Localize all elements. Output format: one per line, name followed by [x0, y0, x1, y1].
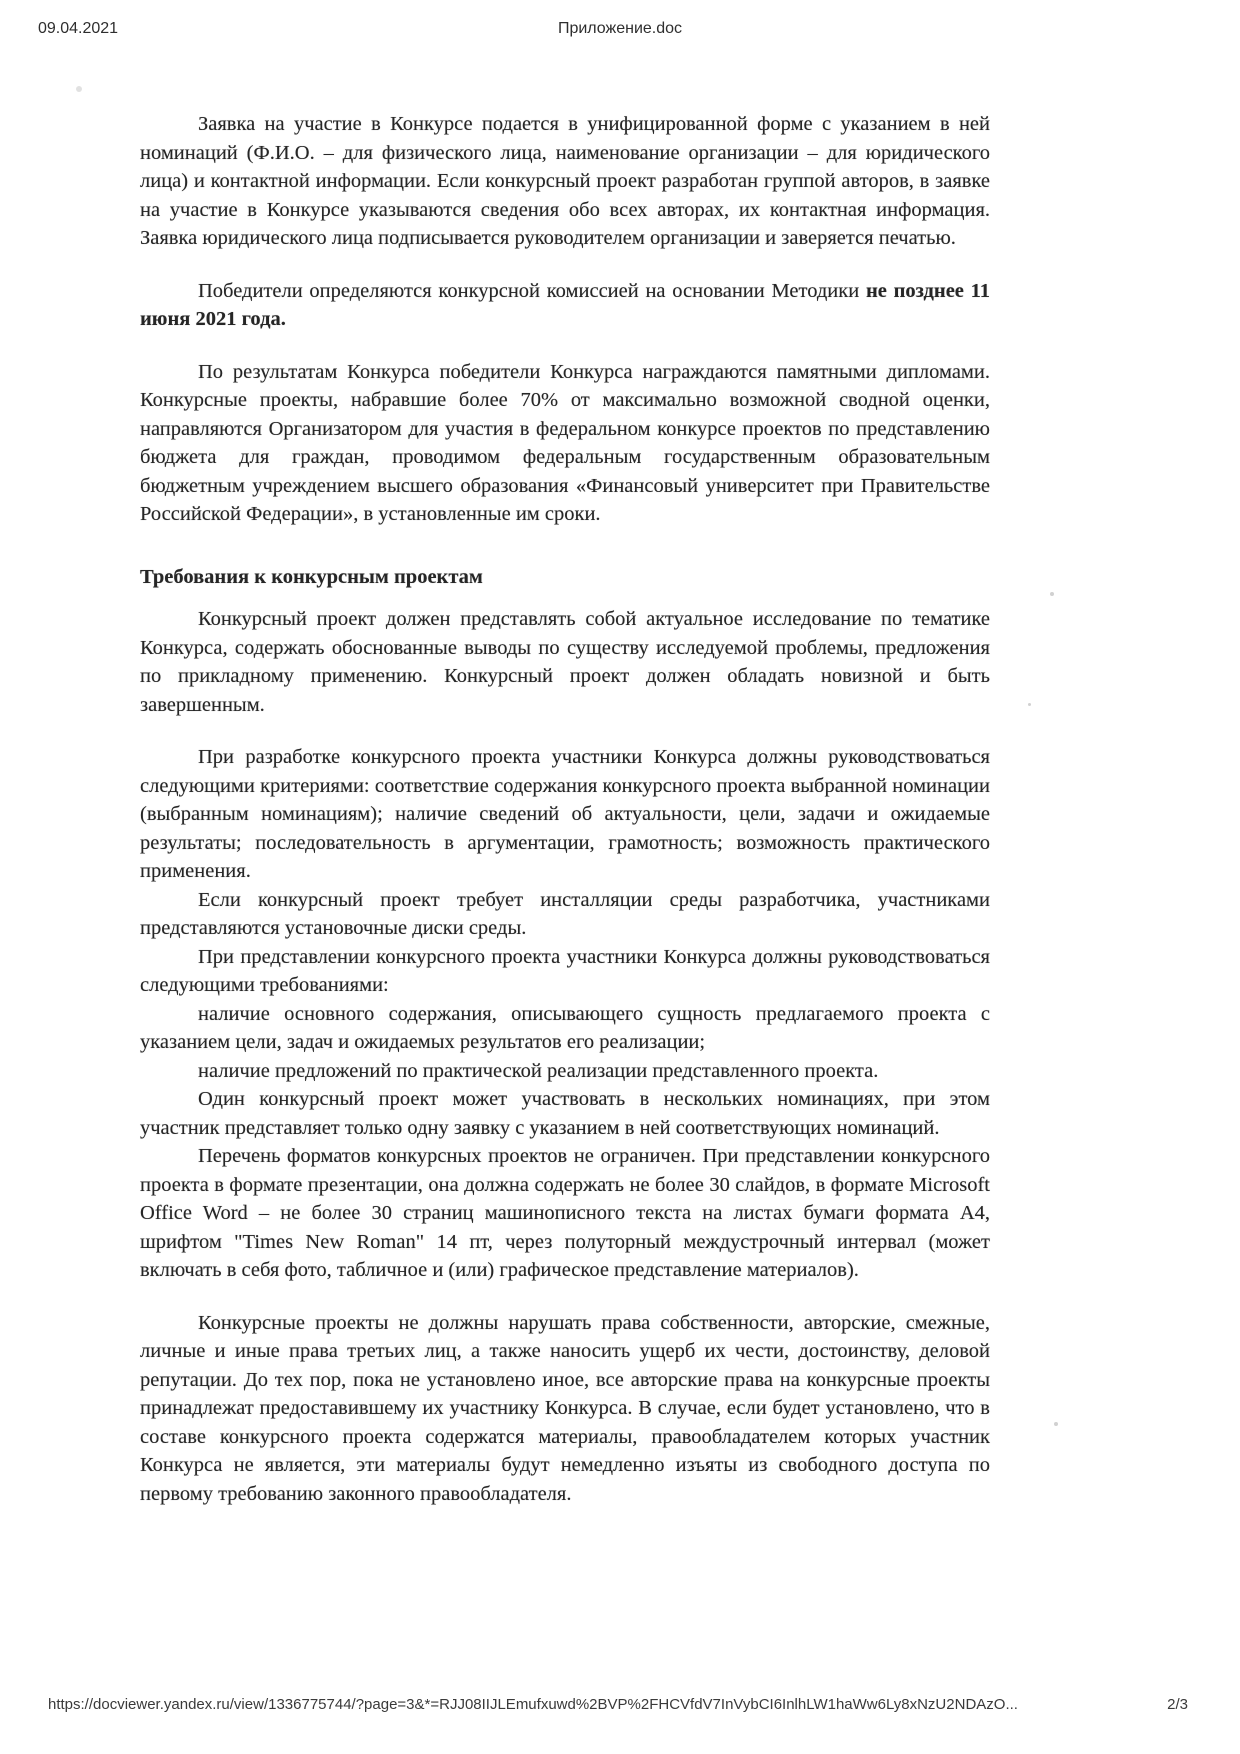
page-indicator: 2/3	[1167, 1696, 1188, 1713]
paragraph	[140, 110, 990, 253]
text-run: Перечень форматов конкурсных проектов не ограничен. При представлении конкурсного проекта в формате презентации, она должна содержать не более 30 слайдов, в формате Microsoft Office Word – не более 30 страниц машинописного текста на листах бумаги формата А4, шрифтом "Times New Roman" 14 пт, через полуторный междустрочный интервал (может включать в себя фото, табличное и (или) графическое представление материалов).	[140, 1145, 990, 1281]
paragraph	[140, 605, 990, 719]
text-run: Требования к конкурсным проектам	[140, 565, 483, 588]
paragraph	[140, 1085, 990, 1142]
paragraph	[140, 1000, 990, 1057]
source-url: https://docviewer.yandex.ru/view/1336775744/?page=3&*=RJJ08IIJLEmufxuwd%2BVP%2FHCVfdV7InVybCI6InlhLW1haWw6Ly8xNzU2NDAzO...	[48, 1696, 1018, 1713]
bold-text-run: не позднее 11 июня 2021 года.	[140, 279, 990, 330]
text-run: По результатам Конкурса победители Конкурса награждаются памятными дипломами. Конкурсные проекты, набравшие более 70% от максимально возможной сводной оценки, направляются Организатором для участия в федеральном конкурсе проектов по представлению бюджета для граждан, проводимом федеральным государственным образовательным бюджетным учреждением высшего образования «Финансовый университет при Правительстве Российской Федерации», в установленные им сроки.	[140, 360, 990, 525]
paragraph	[140, 277, 990, 334]
text-run: наличие основного содержания, описывающего сущность предлагаемого проекта с указанием цели, задач и ожидаемых результатов его реализации;	[140, 1002, 990, 1053]
text-run: Заявка на участие в Конкурсе подается в унифицированной форме с указанием в ней номинаций (Ф.И.О. – для физического лица, наименование организации – для юридического лица) и контактной информации. Если конкурсный проект разработан группой авторов, в заявке на участие в Конкурсе указываются сведения обо всех авторах, их контактная информация. Заявка юридического лица подписывается руководителем организации и заверяется печатью.	[140, 113, 990, 249]
text-run: При разработке конкурсного проекта участники Конкурса должны руководствоваться следующими критериями: соответствие содержания конкурсного проекта выбранной номинации (выбранным номинациям); наличие сведений об актуальности, цели, задачи и ожидаемые результаты; последовательность в аргументации, грамотность; возможность практического применения.	[140, 746, 990, 882]
paragraph	[140, 886, 990, 943]
print-footer	[48, 1696, 1188, 1713]
paragraph	[140, 358, 990, 529]
scan-speck	[76, 86, 82, 92]
scan-speck	[1050, 592, 1054, 596]
print-date: 09.04.2021	[38, 20, 119, 37]
text-run: Конкурсные проекты не должны нарушать права собственности, авторские, смежные, личные и иные права третьих лиц, а также наносить ущерб их чести, достоинству, деловой репутации. До тех пор, пока не установлено иное, все авторские права на конкурсные проекты принадлежат предоставившему их участнику Конкурса. В случае, если будет установлено, что в составе конкурсного проекта содержатся материалы, правообладателем которых участник Конкурса не является, эти материалы будут немедленно изъяты из свободного доступа по первому требованию законного правообладателя.	[140, 1311, 990, 1505]
text-run: Победители определяются конкурсной комиссией на основании Методики	[198, 279, 866, 302]
text-run: наличие предложений по практической реализации представленного проекта.	[198, 1059, 879, 1082]
text-run: Конкурсный проект должен представлять собой актуальное исследование по тематике Конкурса, содержать обоснованные выводы по существу исследуемой проблемы, предложения по прикладному применению. Конкурсный проект должен обладать новизной и быть завершенным.	[140, 608, 990, 716]
text-run: Если конкурсный проект требует инсталляции среды разработчика, участниками представляются установочные диски среды.	[140, 888, 990, 939]
print-header	[0, 20, 1240, 44]
paragraph	[140, 1057, 990, 1086]
document-filename: Приложение.doc	[557, 20, 683, 37]
scan-speck	[1054, 1422, 1058, 1426]
paragraph	[140, 1309, 990, 1509]
paragraph	[140, 743, 990, 886]
paragraph	[140, 943, 990, 1000]
text-run: Один конкурсный проект может участвовать в нескольких номинациях, при этом участник представляет только одну заявку с указанием в ней соответствующих номинаций.	[140, 1088, 990, 1139]
section-heading	[140, 563, 990, 592]
text-run: При представлении конкурсного проекта участники Конкурса должны руководствоваться следующими требованиями:	[140, 945, 990, 996]
document-body	[140, 110, 990, 1508]
scan-speck	[1028, 703, 1031, 706]
paragraph	[140, 1142, 990, 1285]
